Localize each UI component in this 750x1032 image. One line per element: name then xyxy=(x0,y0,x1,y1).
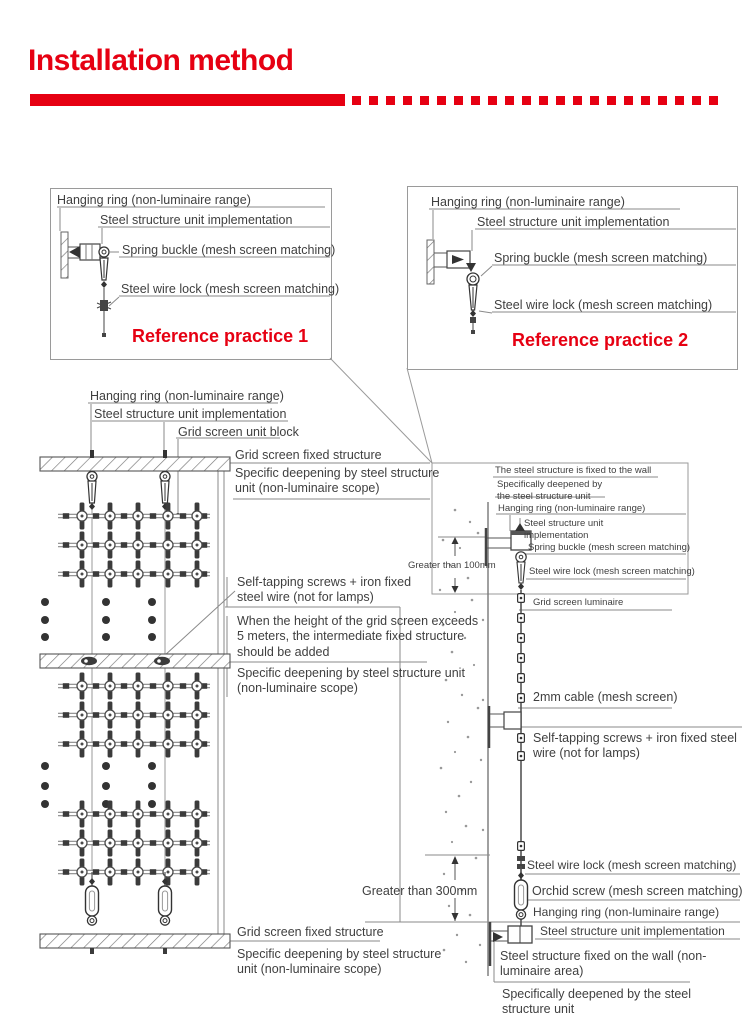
reference-practice-1-caption: Reference practice 1 xyxy=(132,326,309,346)
wall-bracket-mid xyxy=(489,706,521,748)
ref1-hanging-ring-label: Hanging ring (non-luminaire range) xyxy=(57,193,251,207)
grid-fixed-structure-mid-bar xyxy=(40,654,230,668)
right-orchid-screw-label: Orchid screw (mesh screen matching) xyxy=(532,884,743,898)
right-dim-300mm-label: Greater than 300mm xyxy=(362,884,478,898)
ref2-steel-unit-label: Steel structure unit implementation xyxy=(477,215,670,229)
right-wire-lock-top-label: Steel wire lock (mesh screen matching) xyxy=(529,566,695,577)
right-luminaire-label: Grid screen luminaire xyxy=(533,597,624,608)
grid-fixed-structure-top-bar xyxy=(40,457,230,471)
left-self-tapping-label: Self-tapping screws + iron fixed steel wire (not for lamps) xyxy=(237,575,412,605)
right-self-tapping-label: Self-tapping screws + iron fixed steel wire (not for lamps) xyxy=(533,731,737,761)
left-deepening-top-label: Specific deepening by steel structure unit (non-luminaire scope) xyxy=(235,466,440,496)
title-underline-bar xyxy=(30,94,345,106)
left-fixed-bottom-label: Grid screen fixed structure xyxy=(237,925,384,939)
right-cable-label: 2mm cable (mesh screen) xyxy=(533,690,678,704)
right-wall-fixed-top-label: The steel structure is fixed to the wall xyxy=(495,465,652,476)
grid-fixed-structure-bottom-bar xyxy=(40,934,230,948)
right-steel-unit-bottom-label: Steel structure unit implementation xyxy=(540,924,725,938)
right-deepened-top-label: Specifically deepened by the steel structure unit xyxy=(497,479,603,502)
right-dim-100mm-label: Greater than 100mm xyxy=(408,560,496,571)
right-hanging-ring-label: Hanging ring (non-luminaire range) xyxy=(498,503,646,514)
left-deepening-mid-label: Specific deepening by steel structure unit (non-luminaire scope) xyxy=(237,666,465,696)
page-title: Installation method xyxy=(28,44,294,77)
right-spring-buckle-label: Spring buckle (mesh screen matching) xyxy=(528,542,691,553)
title-dashed-rule xyxy=(352,96,724,105)
left-height-note-label: When the height of the grid screen exceeds 5 meters, the intermediate fixed structure should be added xyxy=(237,614,479,659)
ref1-steel-unit-label: Steel structure unit implementation xyxy=(100,213,293,227)
right-deepened-bottom-label: Specifically deepened by the steel structure unit xyxy=(502,987,692,1017)
right-wire-lock-bottom-label: Steel wire lock (mesh screen matching) xyxy=(527,858,737,872)
left-unit-block-label: Grid screen unit block xyxy=(178,425,299,439)
right-hanging-ring-bottom-label: Hanging ring (non-luminaire range) xyxy=(533,905,720,919)
ref2-hanging-ring-label: Hanging ring (non-luminaire range) xyxy=(431,195,625,209)
reference-practice-2-caption: Reference practice 2 xyxy=(512,330,689,350)
right-wall-fixed-bottom-label: Steel structure fixed on the wall (non-luminaire area) xyxy=(500,949,707,979)
left-deepening-bottom-label: Specific deepening by steel structure unit (non-luminaire scope) xyxy=(237,947,442,977)
ref1-wire-lock-label: Steel wire lock (mesh screen matching) xyxy=(121,282,340,296)
ref2-wire-lock-label: Steel wire lock (mesh screen matching) xyxy=(494,298,713,312)
left-hanging-ring-label: Hanging ring (non-luminaire range) xyxy=(90,389,284,403)
left-steel-unit-label: Steel structure unit implementation xyxy=(94,407,287,421)
right-steel-unit-label: Steel structure unit implementation xyxy=(524,518,604,541)
ref2-spring-buckle-label: Spring buckle (mesh screen matching) xyxy=(494,251,708,265)
ref1-spring-buckle-label: Spring buckle (mesh screen matching) xyxy=(122,243,336,257)
left-fixed-top-label: Grid screen fixed structure xyxy=(235,448,382,462)
